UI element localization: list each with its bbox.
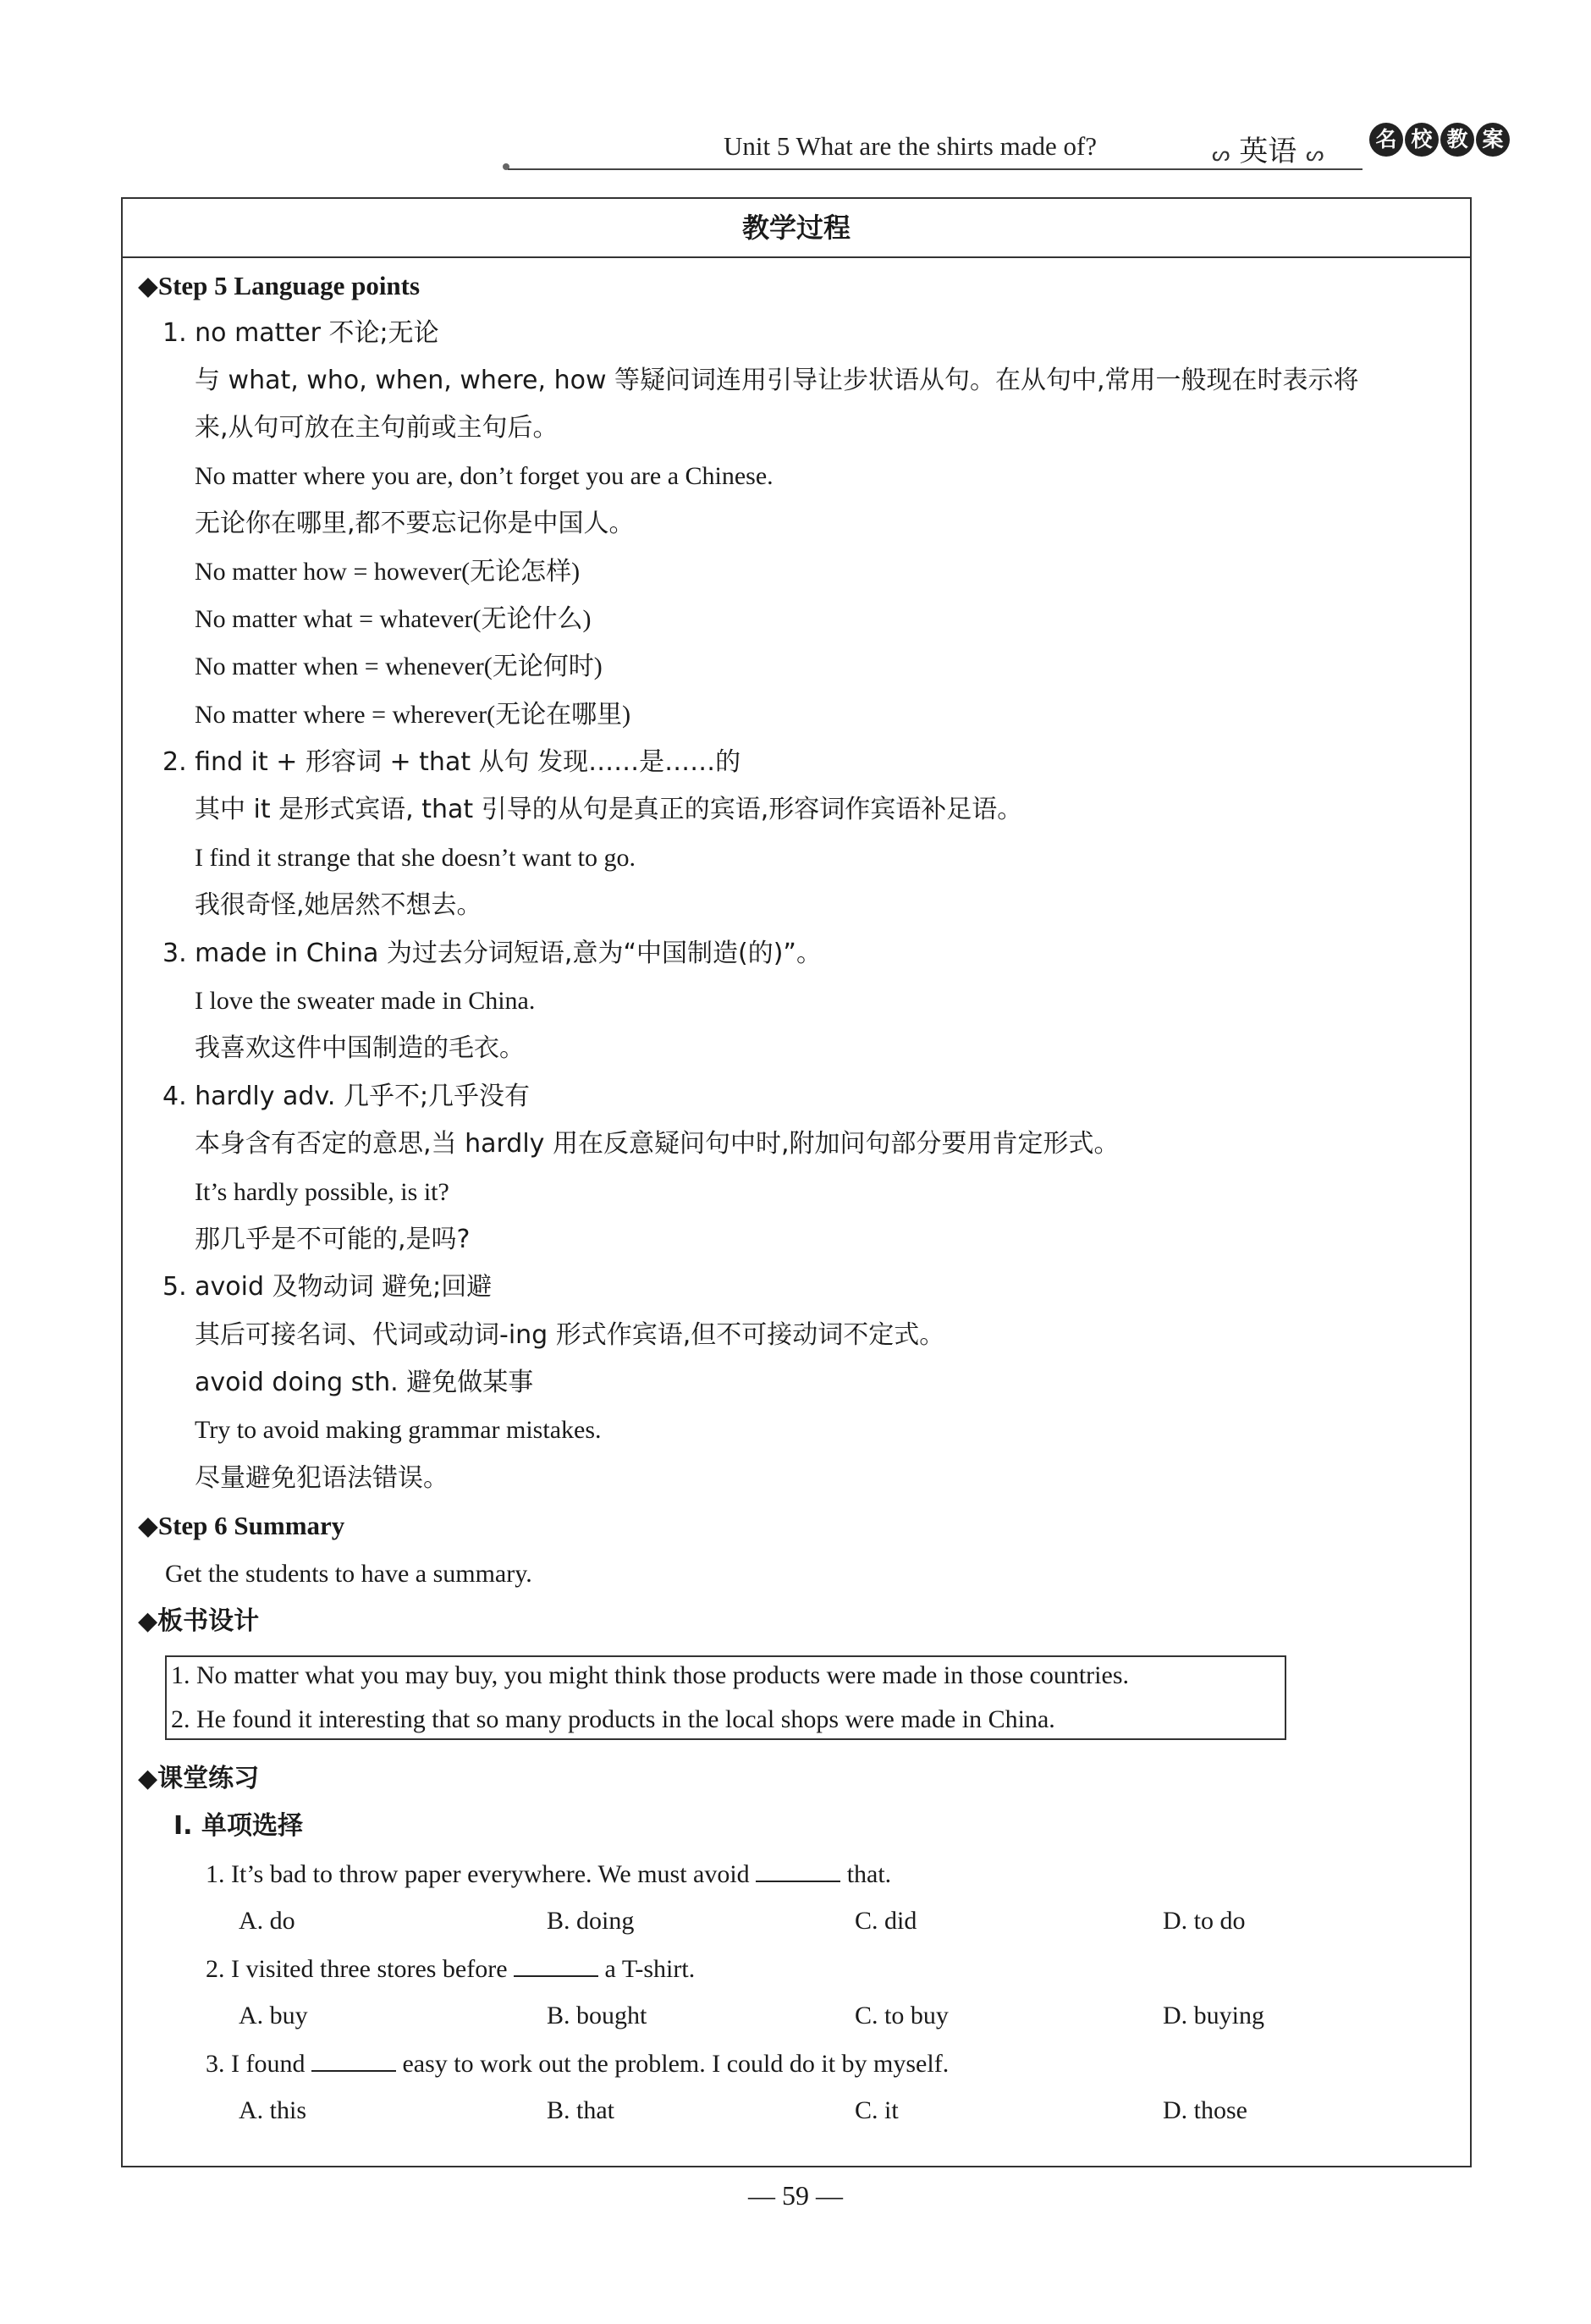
step5-line: avoid doing sth. 避免做某事	[195, 1368, 534, 1397]
logo-char: 案	[1476, 123, 1510, 157]
option: D. buying	[1163, 2002, 1264, 2029]
step5-line: 5. avoid 及物动词 避免;回避	[162, 1272, 493, 1302]
option: C. did	[855, 1907, 917, 1935]
step5-line: 与 what, who, when, where, how 等疑问词连用引导让步状语从句。在从句中,常用一般现在时表示将	[195, 366, 1359, 395]
unit-title: Unit 5 What are the shirts made of?	[724, 131, 1098, 161]
step5-line: 4. hardly adv. 几乎不;几乎没有	[162, 1082, 531, 1111]
option: C. it	[855, 2096, 899, 2124]
step6-line: Get the students to have a summary.	[165, 1560, 532, 1588]
option: A. buy	[239, 2002, 308, 2029]
step5-line: 3. made in China 为过去分词短语,意为“中国制造(的)”。	[162, 939, 822, 968]
page-number: — 59 —	[748, 2180, 843, 2211]
option: B. doing	[547, 1907, 635, 1935]
step5-line: I find it strange that she doesn’t want to go.	[195, 844, 636, 872]
option: D. to do	[1163, 1907, 1246, 1935]
option: D. those	[1163, 2096, 1247, 2124]
option: A. do	[239, 1907, 295, 1935]
step5-line: I love the sweater made in China.	[195, 987, 536, 1015]
answer-blank[interactable]	[756, 1857, 840, 1882]
step5-line: 2. find it + 形容词 + that 从句 发现……是……的	[162, 747, 741, 777]
publisher-logo	[1369, 123, 1510, 157]
answer-blank[interactable]	[514, 1952, 598, 1977]
step5-line: No matter when = whenever(无论何时)	[195, 653, 603, 680]
page-header	[508, 127, 1515, 173]
step5-line: No matter where = wherever(无论在哪里)	[195, 701, 631, 729]
question-stem: 3. I found easy to work out the problem. I could do it by myself.	[206, 2046, 949, 2081]
board-line: 2. He found it interesting that so many products in the local shops were made in China.	[171, 1705, 1055, 1733]
step5-line: 无论你在哪里,都不要忘记你是中国人。	[195, 509, 635, 538]
option: B. bought	[547, 2002, 647, 2029]
step5-line: 我喜欢这件中国制造的毛衣。	[195, 1033, 525, 1063]
answer-blank[interactable]	[311, 2046, 396, 2072]
question-stem: 1. It’s bad to throw paper everywhere. We must avoid that.	[206, 1857, 891, 1892]
step5-heading: ◆Step 5 Language points	[138, 271, 421, 300]
frame-title: 教学过程	[123, 199, 1470, 258]
step5-line: 尽量避免犯语法错误。	[195, 1463, 449, 1493]
board-heading: ◆板书设计	[138, 1606, 260, 1636]
step5-line: 1. no matter 不论;无论	[162, 318, 439, 348]
board-line: 1. No matter what you may buy, you might think those products were made in those countries.	[171, 1661, 1130, 1689]
option: B. that	[547, 2096, 614, 2124]
step6-heading: ◆Step 6 Summary	[138, 1511, 345, 1540]
logo-char: 名	[1369, 123, 1403, 157]
step5-line: 那几乎是不可能的,是吗?	[195, 1225, 471, 1254]
step5-line: 我很奇怪,她居然不想去。	[195, 890, 482, 920]
option: C. to buy	[855, 2002, 949, 2029]
logo-char: 教	[1440, 123, 1474, 157]
step5-line: It’s hardly possible, is it?	[195, 1178, 449, 1206]
logo-char: 校	[1405, 123, 1439, 157]
subject-label	[1212, 128, 1324, 169]
step5-line: 本身含有否定的意思,当 hardly 用在反意疑问句中时,附加问句部分要用肯定形式。	[195, 1129, 1120, 1159]
step5-line: No matter what = whatever(无论什么)	[195, 605, 592, 633]
step5-line: 来,从句可放在主句前或主句后。	[195, 413, 559, 443]
swirl-left-icon: ᔕ	[1212, 142, 1230, 166]
option: A. this	[239, 2096, 307, 2124]
step5-line: 其后可接名词、代词或动词-ing 形式作宾语,但不可接动词不定式。	[195, 1320, 945, 1350]
practice-heading: ◆课堂练习	[138, 1764, 260, 1793]
swirl-right-icon: ᔕ	[1306, 142, 1324, 166]
subject-text: 英语	[1239, 135, 1297, 168]
step5-line: 其中 it 是形式宾语, that 引导的从句是真正的宾语,形容词作宾语补足语。	[195, 795, 1023, 824]
question-stem: 2. I visited three stores before a T-shirt.	[206, 1952, 695, 1986]
step5-line: No matter where you are, don’t forget you are a Chinese.	[195, 462, 773, 490]
step5-line: Try to avoid making grammar mistakes.	[195, 1416, 602, 1444]
practice-section: Ⅰ. 单项选择	[173, 1811, 304, 1841]
step5-line: No matter how = however(无论怎样)	[195, 558, 581, 586]
